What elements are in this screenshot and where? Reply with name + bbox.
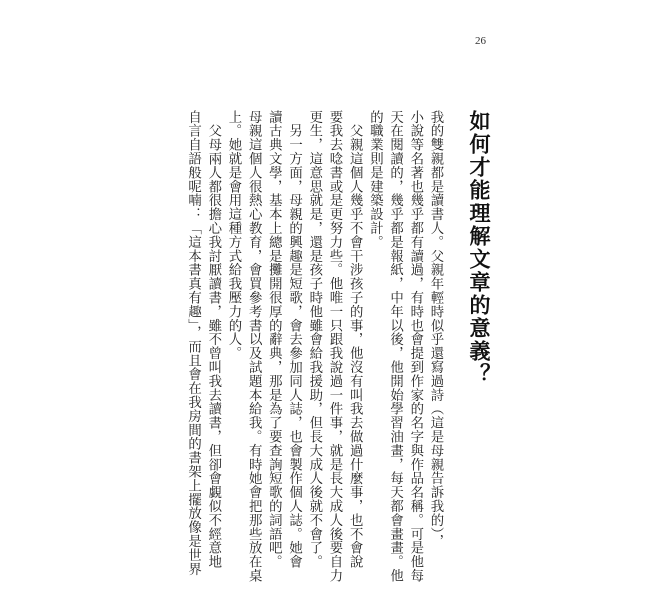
chapter-title: 如何才能理解文章的意義？: [467, 110, 491, 386]
body-text: [182, 110, 445, 583]
text-line: 小說等名著也幾乎都有讀過，有時也會提到作家的名字與作品名稱。可是他每: [407, 110, 423, 583]
text-line: 讀古典文學，基本上總是攤開很厚的辭典，那是為了要查詢短歌的詞語吧。: [266, 110, 282, 569]
text-line: 的職業則是建築設計。: [367, 110, 383, 249]
text-line: 要我去唸書或是更努力些。他唯一只跟我說過一件事，就是長大成人後要自力: [326, 110, 342, 583]
text-line: 父母兩人都很擔心我討厭讀書，雖不曾叫我去讀書，但卻會覷似不經意地: [205, 110, 221, 569]
text-line: 上。她就是會用這種方式給我壓力的人。: [225, 110, 241, 361]
page-number: 26: [475, 35, 486, 47]
text-line: 更生，這意思就是，還是孩子時他雖會給我援助，但長大成人後就不會了。: [306, 110, 322, 569]
text-line: 父親這個人幾乎不會干涉孩子的事，他沒有叫我去做過什麼事，也不會說: [347, 110, 363, 569]
text-line: 另一方面，母親的興趣是短歌，會去參加同人誌，也會製作個人誌。她會: [286, 110, 302, 569]
text-line: 自言自語般呢喃：「這本書真有趣」，而且會在我房間的書架上擺放像是世界: [185, 110, 201, 576]
text-line: 天在閱讀的，幾乎都是報紙，中年以後，他開始學習油畫，每天都會畫畫。他: [387, 110, 403, 583]
text-line: 我的雙親都是讀書人。父親年輕時似乎還寫過詩（這是母親告訴我的），: [428, 110, 443, 549]
text-line: 母親這個人很熱心教育，會買參考書以及試題本給我。有時她會把那些放在桌: [246, 110, 262, 583]
